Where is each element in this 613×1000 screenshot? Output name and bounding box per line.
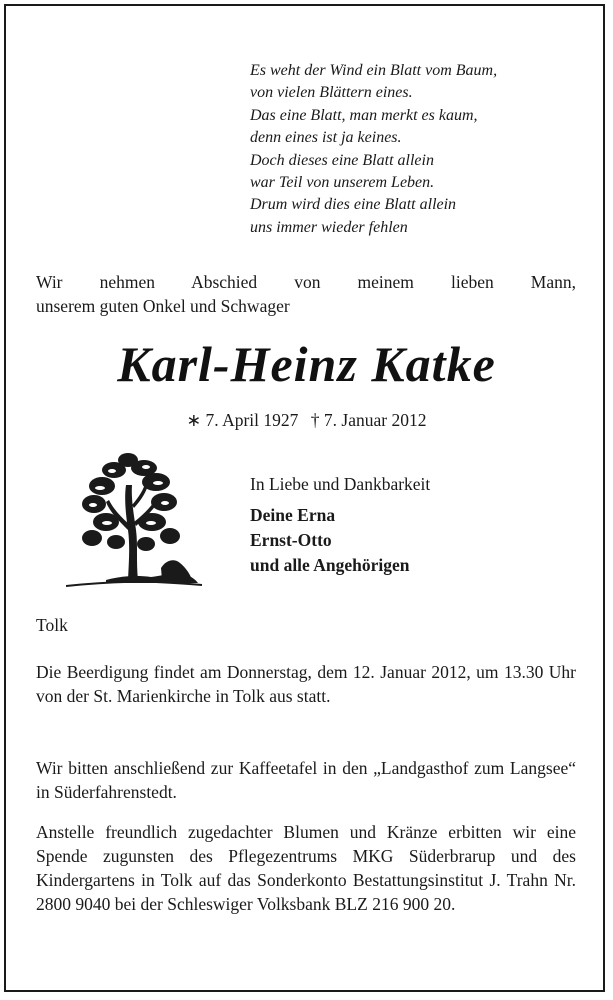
reception-notice: Wir bitten anschließend zur Kaffeetafel in den „Landgasthof zum Langsee“ in Süderfahrenstedt. — [36, 758, 576, 802]
death-date: † 7. Januar 2012 — [310, 410, 427, 430]
deceased-name: Karl-Heinz Katke — [117, 336, 496, 392]
poem-line: Doch dieses eine Blatt allein — [250, 151, 434, 169]
intro-line-2: unserem guten Onkel und Schwager — [36, 296, 290, 316]
mourners-intro: In Liebe und Dankbarkeit — [250, 474, 431, 494]
place-name: Tolk — [36, 615, 68, 635]
poem-line: denn eines ist ja keines. — [250, 129, 402, 147]
mourner-name: Deine Erna — [250, 505, 336, 525]
life-dates — [0, 410, 613, 431]
tree-icon — [66, 450, 202, 592]
poem-line: war Teil von unserem Leben. — [250, 174, 435, 192]
poem-line: uns immer wieder fehlen — [250, 218, 408, 236]
poem-line: Drum wird dies eine Blatt allein — [250, 196, 457, 214]
funeral-notice: Die Beerdigung findet am Donnerstag, dem 12. Januar 2012, um 13.30 Uhr von der St. Marienkirche in Tolk aus statt. — [36, 662, 576, 706]
poem-line: von vielen Blättern eines. — [250, 84, 413, 102]
mourner-name: und alle Angehörigen — [250, 555, 410, 575]
poem — [250, 60, 497, 239]
mourners-block — [250, 472, 430, 578]
farewell-intro — [36, 270, 576, 318]
donation-notice: Anstelle freundlich zugedachter Blumen und Kränze erbitten wir eine Spende zugunsten des Pflegezentrums MKG Süderbrarup und des Kindergartens in Tolk auf das Sonderkonto Bestattungsinstitut J. Trahn Nr. 2800 9040 bei der Schleswiger Volksbank BLZ 216 900 20. — [36, 822, 576, 914]
poem-line: Es weht der Wind ein Blatt vom Baum, — [250, 62, 498, 79]
birth-date: ∗ 7. April 1927 — [186, 410, 299, 430]
poem-line: Das eine Blatt, man merkt es kaum, — [250, 106, 478, 124]
mourner-name: Ernst-Otto — [250, 530, 332, 550]
intro-line-1: Wir nehmen Abschied von meinem lieben Mann, — [36, 272, 576, 292]
